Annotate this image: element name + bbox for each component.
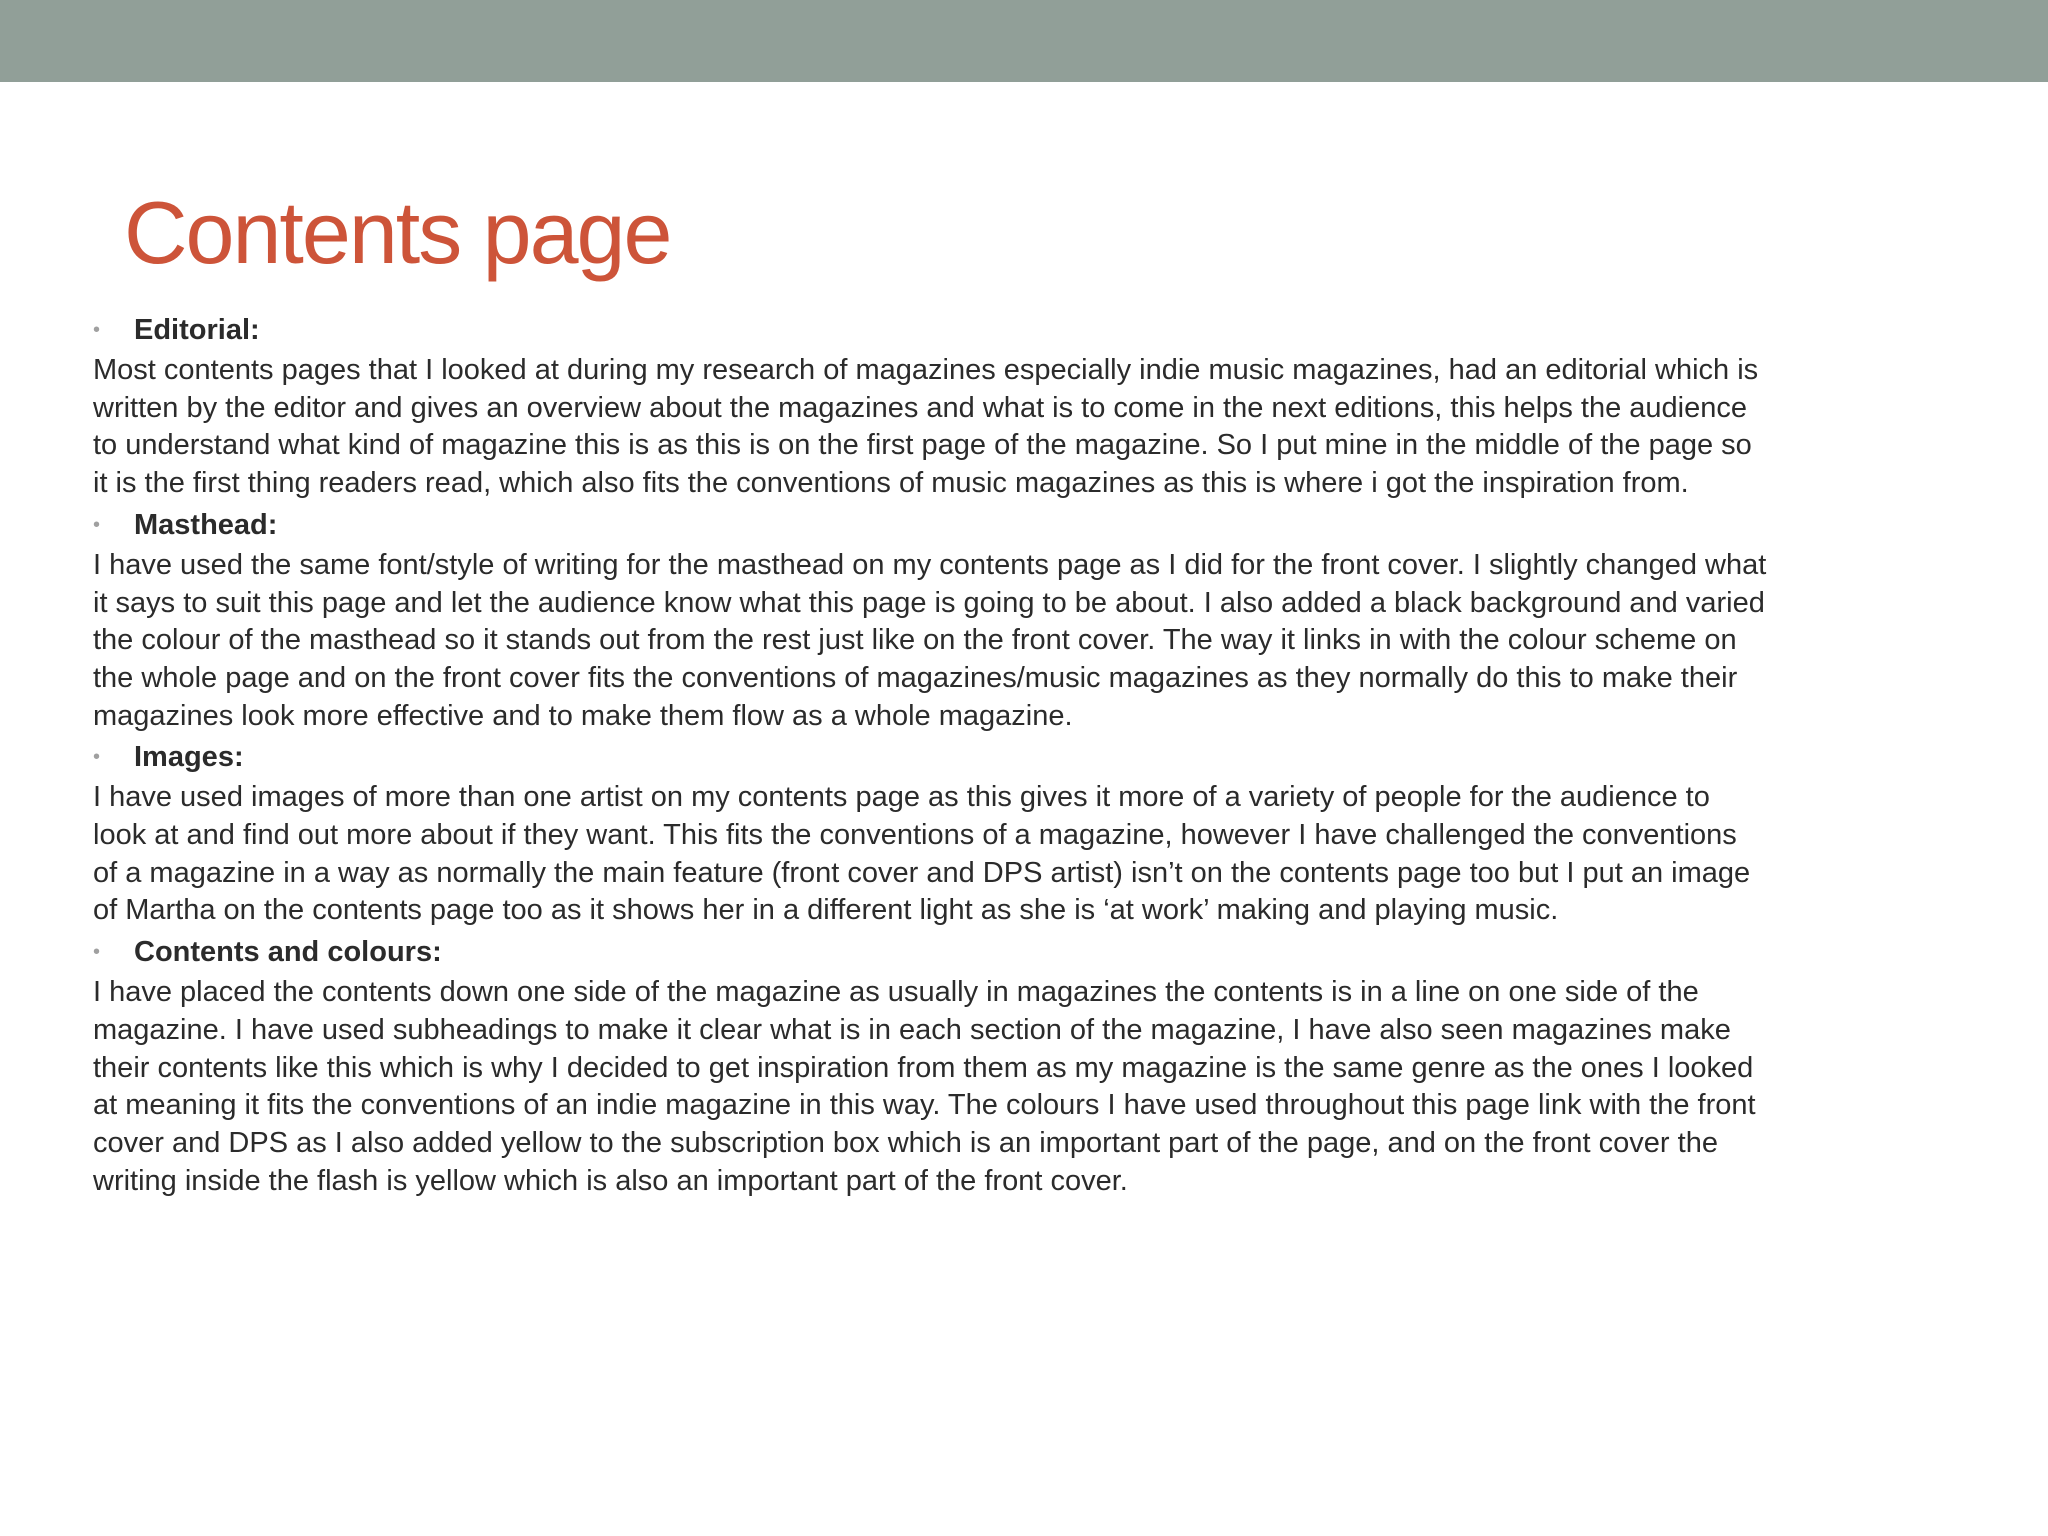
section-heading-label: Editorial:: [134, 314, 260, 346]
bullet-icon: •: [93, 941, 101, 964]
text-line: it says to suit this page and let the audience know what this page is going to be about. I also added a black background and varied: [93, 586, 1765, 619]
text-line: the whole page and on the front cover fits the conventions of magazines/music magazines as they normally do this to make their: [93, 661, 1738, 694]
section-heading-editorial: [93, 312, 2013, 349]
text-line: I have used the same font/style of writing for the masthead on my contents page as I did for the front cover. I slightly changed what: [93, 548, 1767, 581]
text-line: the colour of the masthead so it stands out from the rest just like on the front cover. The way it links in with the colour scheme on: [93, 624, 1737, 657]
section-heading-label: Contents and colours:: [134, 936, 442, 969]
text-line: to understand what kind of magazine this is as this is on the first page of the magazine. So I put mine in the middle of the page so: [93, 429, 1752, 462]
section-heading-images: [93, 739, 2013, 776]
text-line: cover and DPS as I also added yellow to the subscription box which is an important part of the page, and on the front cover the: [93, 1126, 1718, 1159]
section-heading-masthead: [93, 507, 2013, 544]
text-line: writing inside the flash is yellow which is also an important part of the front cover.: [93, 1164, 1128, 1197]
header-band: [0, 0, 2048, 82]
text-line: it is the first thing readers read, which also fits the conventions of music magazines as this is where i got the inspiration from.: [93, 467, 1689, 500]
text-line: at meaning it fits the conventions of an indie magazine in this way. The colours I have used throughout this page link with the front: [93, 1089, 1756, 1122]
section-heading-label: Masthead:: [134, 508, 278, 541]
bullet-icon: •: [93, 746, 101, 769]
section-heading-label: Images:: [134, 741, 244, 774]
section-text-masthead: [93, 547, 2013, 736]
section-text-editorial: [93, 352, 2013, 503]
text-line: Most contents pages that I looked at during my research of magazines especially indie music magazines, had an editorial which is: [93, 354, 1759, 386]
section-text-contents-and-colours: [93, 974, 2013, 1200]
section-heading-contents-and-colours: [93, 934, 2013, 971]
text-line: magazines look more effective and to make them flow as a whole magazine.: [93, 699, 1073, 732]
slide-body: [93, 308, 2013, 1200]
slide-title: Contents page: [124, 183, 671, 282]
text-line: of Martha on the contents page too as it shows her in a different light as she is ‘at work’ making and playing music.: [93, 894, 1559, 927]
bullet-icon: •: [93, 513, 101, 536]
section-text-images: [93, 779, 2013, 930]
text-line: I have placed the contents down one side of the magazine as usually in magazines the contents is in a line on one side of the: [93, 976, 1699, 1009]
bullet-icon: •: [93, 319, 101, 341]
text-line: written by the editor and gives an overview about the magazines and what is to come in the next editions, this helps the audience: [93, 391, 1747, 424]
text-line: look at and find out more about if they want. This fits the conventions of a magazine, however I have challenged the conventions: [93, 819, 1737, 852]
text-line: I have used images of more than one artist on my contents page as this gives it more of a variety of people for the audience to: [93, 781, 1710, 814]
text-line: magazine. I have used subheadings to make it clear what is in each section of the magazine, I have also seen magazines make: [93, 1013, 1731, 1046]
text-line: of a magazine in a way as normally the main feature (front cover and DPS artist) isn’t on the contents page too but I put an image: [93, 856, 1751, 889]
text-line: their contents like this which is why I decided to get inspiration from them as my magazine is the same genre as the ones I looked: [93, 1051, 1754, 1084]
